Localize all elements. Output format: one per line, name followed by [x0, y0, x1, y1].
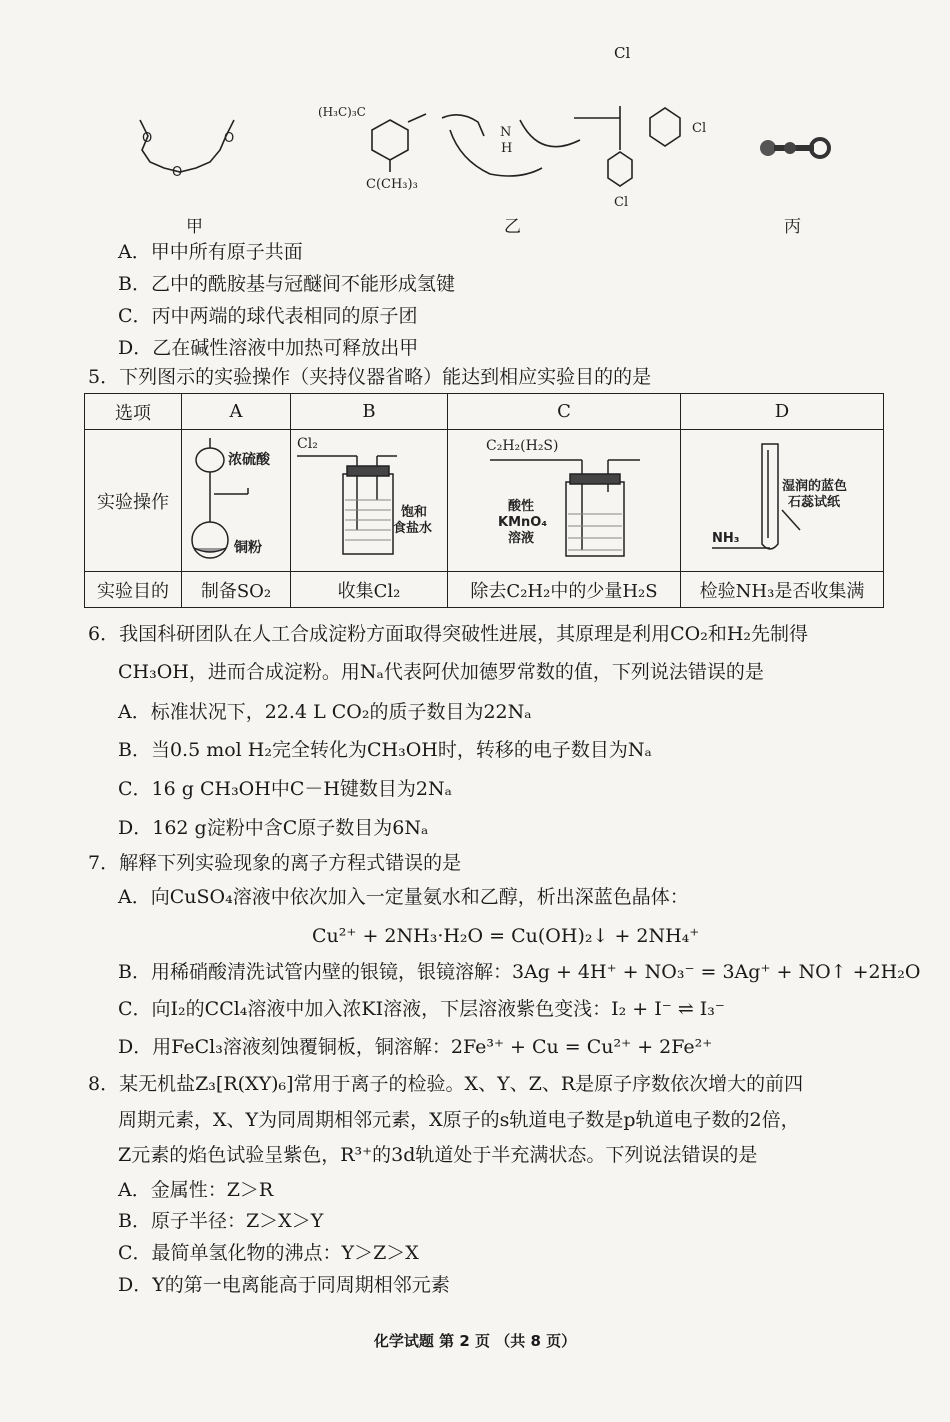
q4-option-c: C．丙中两端的球代表相同的原子团 — [118, 305, 418, 327]
page-footer: 化学试题 第 2 页 （共 8 页） — [373, 1332, 577, 1350]
row-op-label: 实验操作 — [85, 430, 182, 572]
q7-option-d: D．用FeCl₃溶液刻蚀覆铜板，铜溶解：2Fe³⁺ + Cu = Cu²⁺ + 2Fe²⁺ — [118, 1036, 713, 1058]
q8-option-d: D．Y的第一电离能高于同周期相邻元素 — [118, 1274, 450, 1296]
q7-option-a-equation: Cu²⁺ + 2NH₃·H₂O = Cu(OH)₂↓ + 2NH₄⁺ — [312, 925, 700, 947]
q4-option-d: D．乙在碱性溶液中加热可释放出甲 — [118, 337, 419, 359]
goal-d: 检验NH₃是否收集满 — [681, 572, 884, 608]
structure-yi — [372, 106, 680, 186]
svg-text:石蕊试纸: 石蕊试纸 — [788, 495, 841, 510]
cl-bottom-label: Cl — [614, 195, 629, 210]
q8-stem-2: 周期元素，X、Y为同周期相邻元素，X原子的s轨道电子数是p轨道电子数的2倍， — [118, 1109, 800, 1131]
q6-option-c: C．16 g CH₃OH中C－H键数目为2Nₐ — [118, 778, 452, 800]
nh-h-label: H — [501, 141, 513, 156]
crown-ether-jia — [140, 120, 234, 180]
svg-text:饱和: 饱和 — [401, 505, 428, 520]
q5-table — [84, 393, 884, 608]
svg-text:Cl₂: Cl₂ — [297, 436, 318, 452]
goal-b: 收集Cl₂ — [291, 572, 448, 608]
q6-stem-2: CH₃OH，进而合成淀粉。用Nₐ代表阿伏加德罗常数的值，下列说法错误的是 — [118, 661, 764, 683]
fig-d-cell — [681, 430, 884, 572]
apparatus-b — [293, 430, 445, 566]
goal-a: 制备SO₂ — [182, 572, 291, 608]
header-option: 选项 — [85, 394, 182, 430]
header-a: A — [182, 394, 291, 430]
header-d: D — [681, 394, 884, 430]
apparatus-a — [184, 430, 288, 566]
q4-option-a: A．甲中所有原子共面 — [118, 241, 303, 263]
svg-text:O: O — [142, 131, 153, 146]
svg-text:酸性: 酸性 — [508, 499, 535, 514]
label-bing: 丙 — [784, 217, 801, 237]
ball-stick-bing — [760, 139, 829, 157]
svg-text:O: O — [172, 165, 183, 180]
q7-option-a: A．向CuSO₄溶液中依次加入一定量氨水和乙醇，析出深蓝色晶体： — [118, 886, 689, 908]
svg-text:湿润的蓝色: 湿润的蓝色 — [782, 479, 848, 494]
q6-option-d: D．162 g淀粉中含C原子数目为6Nₐ — [118, 817, 429, 839]
row-goal-label: 实验目的 — [85, 572, 182, 608]
goal-c: 除去C₂H₂中的少量H₂S — [448, 572, 681, 608]
q7-option-b: B．用稀硝酸清洗试管内壁的银镜，银镜溶解：3Ag + 4H⁺ + NO₃⁻ = 3Ag⁺ + NO↑ +2H₂O — [118, 961, 921, 983]
apparatus-d — [682, 430, 882, 566]
svg-text:C₂H₂(H₂S): C₂H₂(H₂S) — [486, 438, 559, 454]
fig-b-cell — [291, 430, 448, 572]
q6-stem-1: 6．我国科研团队在人工合成淀粉方面取得突破性进展，其原理是利用CO₂和H₂先制得 — [88, 623, 809, 645]
svg-text:NH₃: NH₃ — [712, 531, 740, 546]
fig-a-cell — [182, 430, 291, 572]
q7-stem: 7．解释下列实验现象的离子方程式错误的是 — [88, 852, 462, 874]
tbu-top-label: (H₃C)₃C — [318, 105, 366, 119]
svg-text:KMnO₄: KMnO₄ — [498, 515, 548, 530]
svg-text:浓硫酸: 浓硫酸 — [228, 452, 270, 468]
svg-text:O: O — [224, 131, 235, 146]
svg-text:食盐水: 食盐水 — [393, 521, 433, 536]
q6-option-a: A．标准状况下，22.4 L CO₂的质子数目为22Nₐ — [118, 701, 532, 723]
header-c: C — [448, 394, 681, 430]
cl-label-top: Cl — [614, 44, 631, 62]
q6-option-b: B．当0.5 mol H₂完全转化为CH₃OH时，转移的电子数目为Nₐ — [118, 739, 652, 761]
apparatus-c — [450, 430, 678, 566]
q7-option-c: C．向I₂的CCl₄溶液中加入浓KI溶液，下层溶液紫色变浅：I₂ + I⁻ ⇌ I₃⁻ — [118, 998, 725, 1020]
nh-n-label: N — [500, 125, 512, 140]
cl-right-label: Cl — [692, 121, 707, 136]
q5-stem: 5．下列图示的实验操作（夹持仪器省略）能达到相应实验目的的是 — [88, 366, 652, 388]
structures-figure — [120, 100, 840, 212]
q8-stem-3: Z元素的焰色试验呈紫色，R³⁺的3d轨道处于半充满状态。下列说法错误的是 — [118, 1144, 758, 1166]
q8-stem-1: 8．某无机盐Z₃[R(XY)₆]常用于离子的检验。X、Y、Z、R是原子序数依次增大的前四 — [88, 1073, 804, 1095]
label-yi: 乙 — [504, 217, 521, 237]
header-b: B — [291, 394, 448, 430]
svg-text:铜粉: 铜粉 — [234, 540, 262, 556]
q8-option-b: B．原子半径：Z＞X＞Y — [118, 1210, 324, 1232]
fig-c-cell — [448, 430, 681, 572]
svg-text:溶液: 溶液 — [508, 531, 535, 546]
q8-option-c: C．最简单氢化物的沸点：Y＞Z＞X — [118, 1242, 419, 1264]
q4-option-b: B．乙中的酰胺基与冠醚间不能形成氢键 — [118, 273, 455, 295]
q8-option-a: A．金属性：Z＞R — [118, 1179, 274, 1201]
label-jia: 甲 — [186, 217, 203, 237]
tbu-bottom-label: C(CH₃)₃ — [366, 177, 418, 192]
